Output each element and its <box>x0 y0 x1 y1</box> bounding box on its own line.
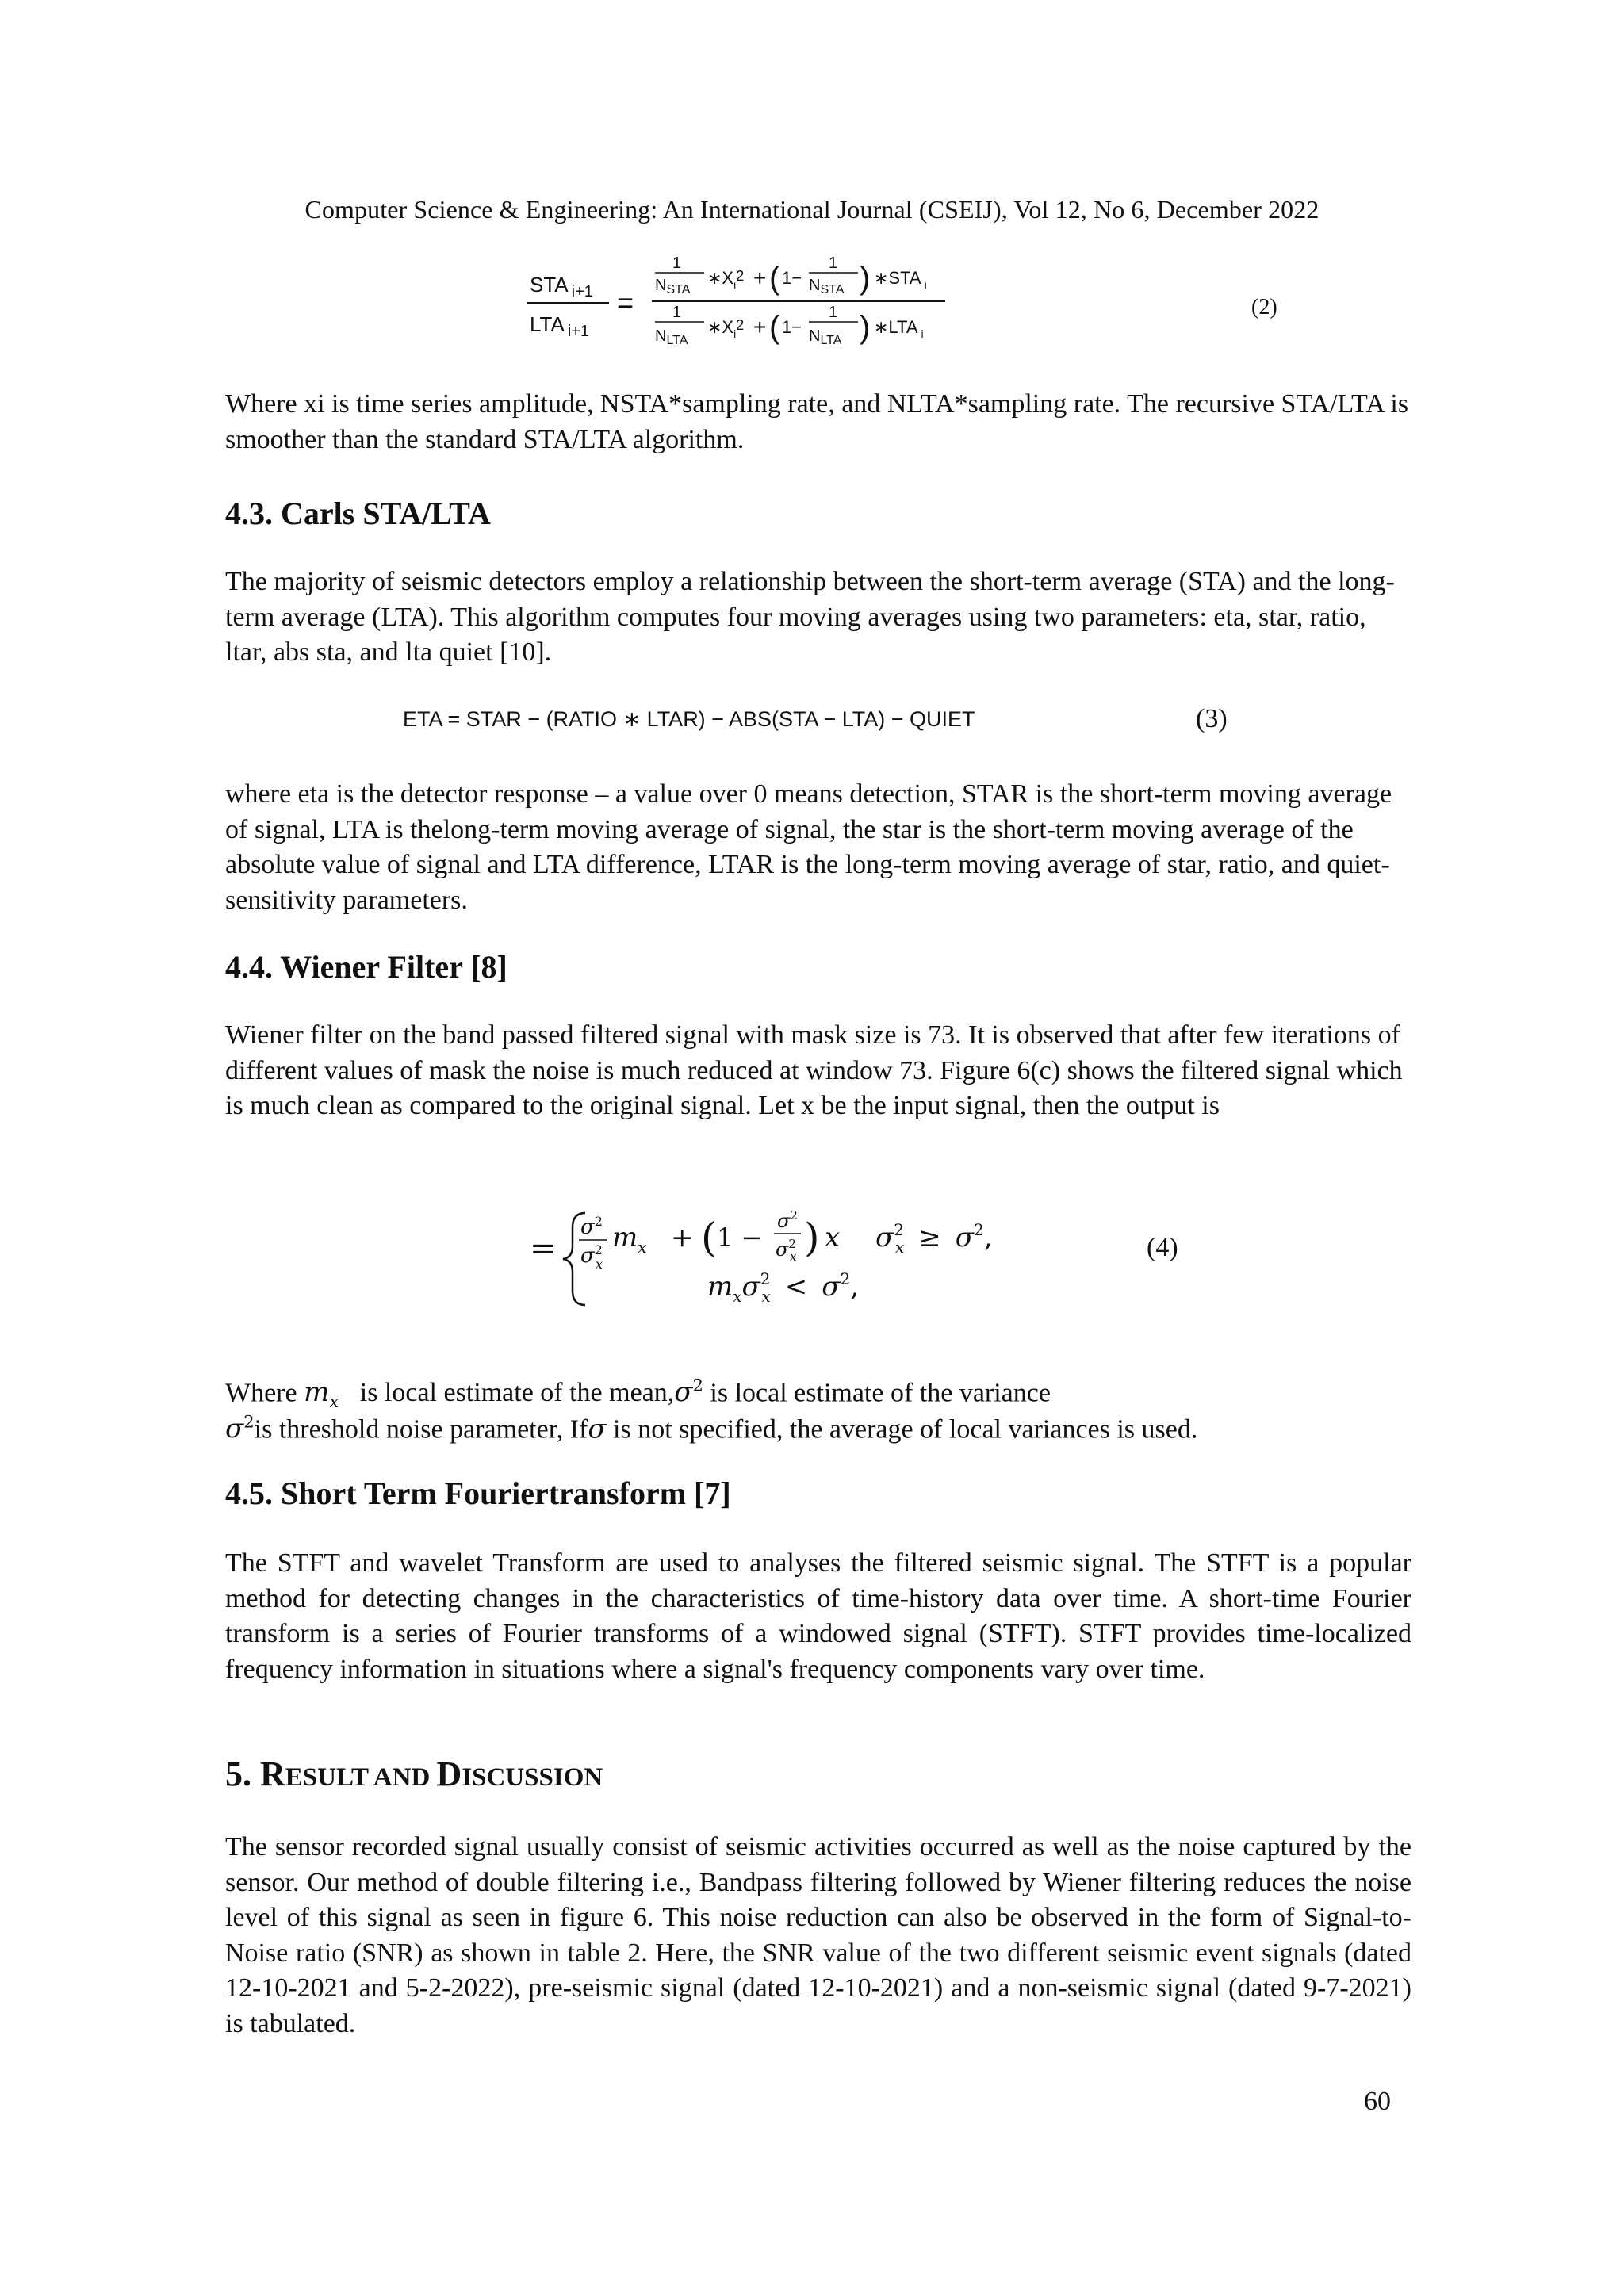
equation-4 <box>0 1189 1624 1324</box>
svg-text:NLTA: $N_{LTA}$ <box>809 327 842 347</box>
paragraph-where-line1: Where $m_x$ is local estimate of the $mean,\sigma^2$ is local estimate of the variance <box>225 1376 1051 1412</box>
running-header: Computer Science & Engineering: An International Journal (CSEIJ), Vol 12, No 6, December 2022 <box>304 195 1320 224</box>
svg-text:1: 1 <box>672 304 682 321</box>
svg-text:NSTA: $N_{STA}$ <box>809 277 845 297</box>
svg-text:): ) <box>860 261 871 296</box>
paragraph-where-line2: $\sigma^2is$ threshold noise parameter, Ifσ is not specified, the average of local variances is used. <box>225 1412 1198 1445</box>
eq2-mult-lta: ∗LTA $_i$ <box>874 317 924 340</box>
svg-text:(: ( <box>769 310 780 345</box>
eq2-number: (2) <box>1251 295 1277 320</box>
svg-text:1: 1 <box>672 254 682 272</box>
equation-2 <box>0 252 1624 363</box>
svg-text:+: + <box>753 266 767 290</box>
eq2-x-term-num: $∗X_i^2$ <box>707 268 745 291</box>
eq4-cond-2: $m_x\sigma^2$ $x < \sigma^2$, <box>707 1269 860 1306</box>
eq2-lhs-den: LTA $_{i+1}$ <box>530 312 590 340</box>
heading-5: 5. RESULT AND DISCUSSION <box>225 1755 603 1793</box>
eq2-equals: = <box>617 286 634 319</box>
eq2-mult-sta: ∗STA $_i$ <box>874 268 927 291</box>
svg-text:): ) <box>860 310 871 345</box>
eq2-n-lta: $N_{LTA}$ <box>655 327 688 347</box>
equation-3-number: (3) <box>1196 704 1228 733</box>
svg-text:(: ( <box>701 1215 717 1261</box>
svg-text:1−: 1− <box>782 268 802 288</box>
paragraph-result: The sensor recorded signal usually consist of seismic activities occurred as well as the noise captured by the sensor. Our method of double filtering i.e., Bandpass filtering followed by Wiener filtering reduces the noise level of this signal as seen in figure 6. This noise reduction can also be observed in the form of Signal-to-Noise ratio (SNR) as shown in table 2. Here, the SNR value of the two different seismic event signals (dated 12-10-2021 and 5-2-2022), pre-seismic signal (dated 12-10-2021) and a non-seismic signal (dated 9-7-2021) is tabulated. <box>225 1832 1411 2038</box>
svg-text:1 −: 1 − <box>717 1223 763 1253</box>
heading-4-4: 4.4. Wiener Filter [8] <box>225 949 508 985</box>
eq2-n-sta: $N_{STA}$ <box>655 277 691 297</box>
sigma-x-sq-symbol: $\sigma^2$ <box>674 1376 703 1409</box>
svg-text:σ2x: $\sigma^2$ x <box>776 1237 797 1264</box>
equation-2-svg <box>0 252 1624 363</box>
m-x-symbol: $m_x$ <box>304 1376 339 1412</box>
svg-text:σ2: $\sigma^2$ <box>777 1208 798 1232</box>
equation-3 <box>403 707 975 732</box>
svg-text:x: x <box>825 1222 841 1253</box>
heading-4-3: 4.3. Carls STA/LTA <box>225 496 491 531</box>
paragraph-carls: The majority of seismic detectors employ a relationship between the short-term average (STA) and the long-term average (LTA). This algorithm computes four moving averages using two parameters: eta, star, ratio, ltar, abs sta, and lta quiet [10]. <box>225 567 1395 667</box>
page-number: 60 <box>1364 2087 1391 2116</box>
eq2-lhs-num: STA $_{i+1}$ <box>530 273 593 300</box>
eq4-cond-1: $\sigma^2$ $x \ge \sigma^2$, <box>875 1220 993 1257</box>
eq2-x-term-den: $∗X_i^2$ <box>707 317 745 340</box>
eq4-number: (4) <box>1147 1233 1178 1262</box>
svg-text:1: 1 <box>829 254 838 272</box>
paragraph-recursive: Where xi is time series amplitude, NSTA*sampling rate, and NLTA*sampling rate. The recursive STA/LTA is smoother than the standard STA/LTA algorithm. <box>225 389 1409 454</box>
eq4-equals: = <box>530 1230 557 1267</box>
sigma-sq-symbol: $\sigma^2$ <box>225 1412 255 1445</box>
svg-text:+: + <box>671 1222 694 1253</box>
eq4-m-x-1: $m_x$ <box>612 1222 647 1257</box>
svg-text:σ2: $\sigma^2$ <box>580 1214 603 1239</box>
paragraph-eta: where eta is the detector response – a value over 0 means detection, STAR is the short-term moving average of signal, LTA is thelong-term moving average of signal, the star is the short-term moving average of the absolute value of signal and LTA difference, LTAR is the long-term moving average of star, ratio, and quiet-sensitivity parameters. <box>225 779 1392 915</box>
heading-4-5: 4.5. Short Term Fouriertransform [7] <box>225 1475 731 1511</box>
svg-text:1: 1 <box>829 304 838 321</box>
equation-4-svg <box>0 1189 1624 1324</box>
svg-text:(: ( <box>769 261 780 296</box>
svg-text:): ) <box>804 1215 820 1261</box>
paragraph-wiener: Wiener filter on the band passed filtered signal with mask size is 73. It is observed that after few iterations of different values of mask the noise is much reduced at window 73. Figure 6(c) shows the filtered signal which is much clean as compared to the original signal. Let x be the input signal, then the output is <box>225 1020 1403 1120</box>
svg-text:σ2x: $\sigma^2$ x <box>580 1242 603 1272</box>
equation-3-text: ETA = STAR − (RATIO ∗ LTAR) − ABS(STA − LTA) − QUIET <box>403 707 975 731</box>
svg-text:1−: 1− <box>782 317 802 337</box>
paragraph-stft: The STFT and wavelet Transform are used to analyses the filtered seismic signal. The STFT is a popular method for detecting changes in the characteristics of time-history data over time. A short-time Fourier transform is a series of Fourier transforms of a windowed signal (STFT). STFT provides time-localized frequency information in situations where a signal's frequency components vary over time. <box>225 1548 1411 1684</box>
svg-text:+: + <box>753 315 767 339</box>
